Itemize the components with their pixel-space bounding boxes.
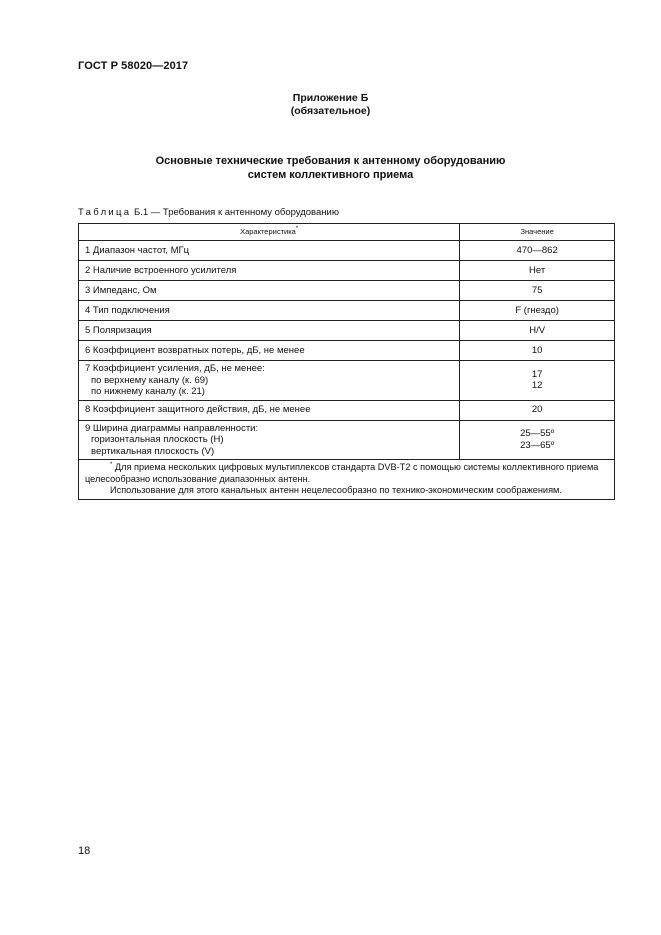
sub-row-value: 17 (531, 368, 543, 380)
table-footnote (79, 460, 615, 500)
sub-row-value: 23—65º (520, 439, 555, 451)
row-value-group (460, 361, 615, 401)
table-row (79, 301, 615, 321)
row-value: 470—862 (460, 241, 615, 261)
row-label: 8 Коэффициент защитного действия, дБ, не менее (79, 400, 460, 420)
row-label: 9 Ширина диаграммы направленности: (85, 422, 259, 434)
header-value: Значение (460, 224, 615, 241)
header-characteristic (79, 224, 460, 241)
row-label: 7 Коэффициент усиления, дБ, не менее: (85, 363, 265, 374)
table-caption (78, 207, 339, 218)
table-row (79, 261, 615, 281)
footnote-mark: * (110, 462, 113, 468)
section-title-line-2: систем коллективного приема (247, 169, 414, 181)
table-row (79, 241, 615, 261)
row-label: 3 Импеданс, Ом (79, 281, 460, 301)
sub-row-value: 12 (531, 380, 543, 392)
footnote-row (79, 460, 615, 500)
row-label: 2 Наличие встроенного усилителя (79, 261, 460, 281)
table-row (79, 361, 615, 401)
section-title-line-1: Основные технические требования к антенному оборудованию (155, 155, 506, 167)
appendix-title: Приложение Б (292, 92, 369, 104)
page-number: 18 (78, 845, 91, 857)
table-row (79, 281, 615, 301)
table-row (79, 400, 615, 420)
header-characteristic-label: Характеристика (240, 227, 296, 237)
row-label: 1 Диапазон частот, МГц (79, 241, 460, 261)
appendix-heading (0, 92, 661, 118)
row-value: Нет (460, 261, 615, 281)
table-row (79, 341, 615, 361)
footnote-text-1: Для приема нескольких цифровых мультиплексов стандарта DVB-T2 с помощью системы коллективного приема целесообразно использование диапазонных антенн. (85, 462, 599, 484)
footnote-ref: * (295, 226, 299, 233)
appendix-subtitle: (обязательное) (290, 105, 371, 117)
table-row (79, 321, 615, 341)
sub-row-value: 25—55º (520, 428, 555, 440)
sub-row-label: по верхнему каналу (к. 69) (91, 374, 209, 386)
footnote-text-2: Использование для этого канальных антенн нецелесообразно по технико-экономическим соображениям. (110, 485, 562, 495)
table-row (79, 420, 615, 460)
row-value-group (460, 420, 615, 460)
row-label: 6 Коэффициент возвратных потерь, дБ, не менее (79, 341, 460, 361)
section-title (0, 154, 661, 182)
sub-row-label: вертикальная плоскость (V) (91, 445, 215, 457)
row-label: 4 Тип подключения (79, 301, 460, 321)
table-caption-text: Б.1 — Требования к антенному оборудованию (131, 207, 339, 218)
row-label-group (79, 420, 460, 460)
row-value: 20 (460, 400, 615, 420)
table-header-row (79, 224, 615, 241)
sub-row-label: горизонтальная плоскость (H) (91, 434, 224, 445)
table-caption-word: Таблица (78, 207, 132, 218)
row-value: H/V (460, 321, 615, 341)
row-value: F (гнездо) (460, 301, 615, 321)
row-value: 75 (460, 281, 615, 301)
row-label-group (79, 361, 460, 401)
row-label: 5 Поляризация (79, 321, 460, 341)
sub-row-label: по нижнему каналу (к. 21) (91, 386, 205, 397)
document-code: ГОСТ Р 58020—2017 (78, 60, 189, 72)
requirements-table (78, 223, 615, 500)
row-value: 10 (460, 341, 615, 361)
footnote-paragraph-1 (85, 462, 608, 485)
